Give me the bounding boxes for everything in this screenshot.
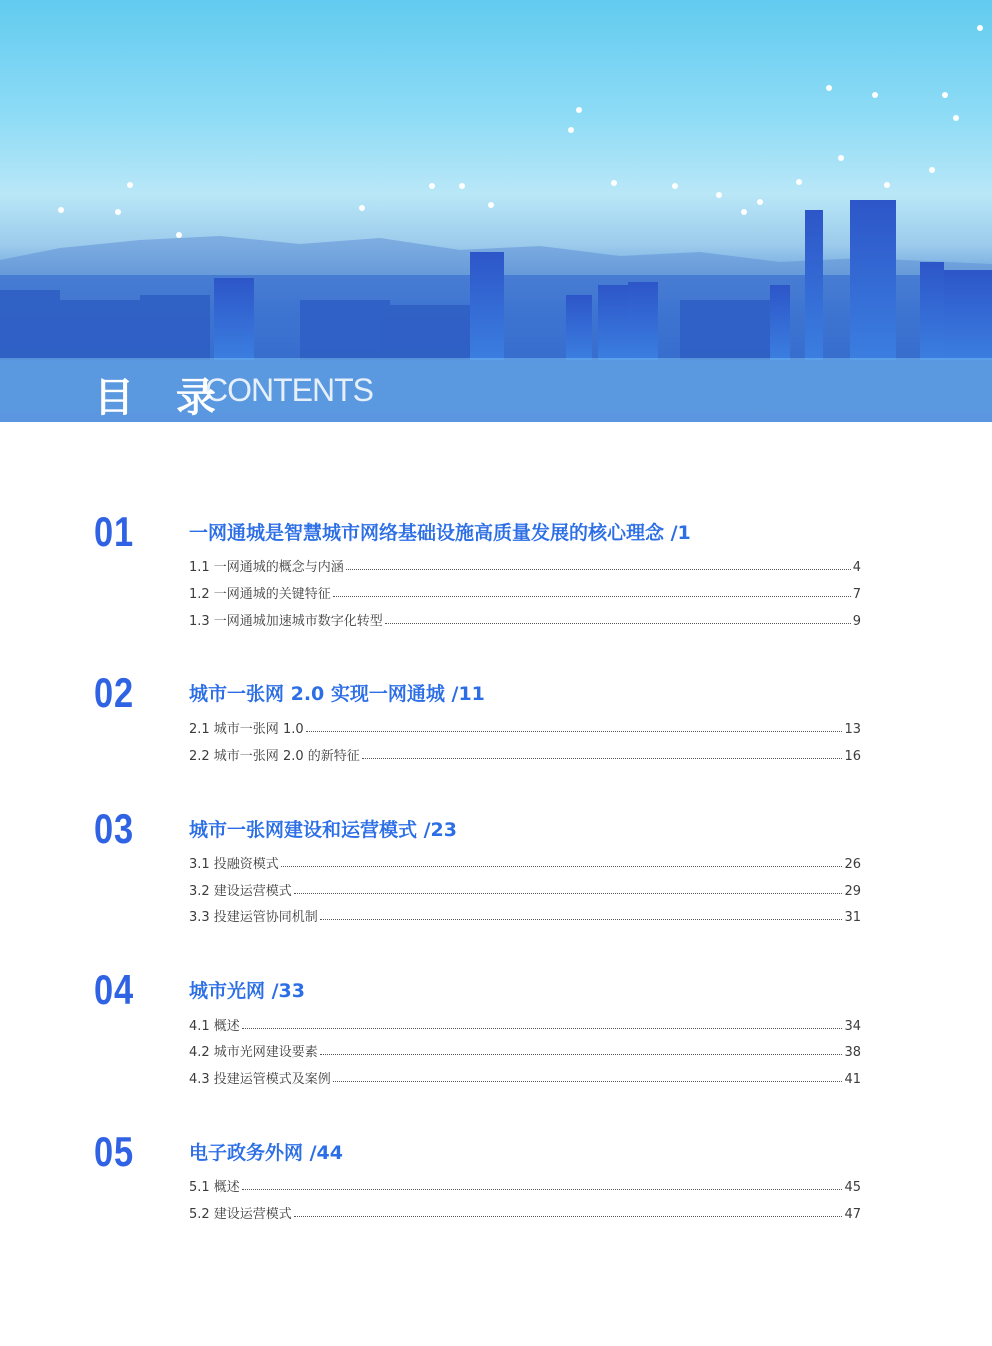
chapter-title[interactable]: 电子政务外网 /44 bbox=[189, 1142, 343, 1164]
entry-page: 26 bbox=[844, 857, 861, 872]
entry-page: 38 bbox=[844, 1045, 861, 1060]
toc-entry[interactable] bbox=[189, 1015, 861, 1033]
cover-banner bbox=[0, 0, 992, 422]
leader-dots bbox=[320, 1053, 843, 1055]
entry-page: 29 bbox=[844, 884, 861, 899]
chapter-number: 05 bbox=[94, 1128, 134, 1175]
chapter-title[interactable]: 一网通城是智慧城市网络基础设施高质量发展的核心理念 /1 bbox=[189, 522, 691, 544]
entry-label: 5.2 建设运营模式 bbox=[189, 1207, 292, 1222]
contents-title-cn: 目 录 bbox=[94, 375, 230, 421]
leader-dots bbox=[362, 757, 843, 759]
entry-label: 3.3 投建运管协同机制 bbox=[189, 910, 318, 925]
entry-page: 41 bbox=[844, 1072, 861, 1087]
entry-page: 31 bbox=[844, 910, 861, 925]
toc-entry[interactable] bbox=[189, 610, 861, 628]
entry-page: 4 bbox=[852, 560, 861, 575]
chapter-number: 02 bbox=[94, 669, 134, 716]
entry-page: 34 bbox=[844, 1019, 861, 1034]
leader-dots bbox=[281, 865, 843, 867]
entry-page: 45 bbox=[844, 1180, 861, 1195]
chapter-title[interactable]: 城市一张网 2.0 实现一网通城 /11 bbox=[189, 683, 485, 705]
leader-dots bbox=[242, 1027, 843, 1029]
entry-label: 1.3 一网通城加速城市数字化转型 bbox=[189, 614, 383, 629]
entry-page: 9 bbox=[852, 614, 861, 629]
leader-dots bbox=[385, 622, 851, 624]
toc-entry[interactable] bbox=[189, 1176, 861, 1194]
leader-dots bbox=[306, 730, 843, 732]
chapter-number: 01 bbox=[94, 508, 134, 555]
entry-label: 3.2 建设运营模式 bbox=[189, 884, 292, 899]
toc-entry[interactable] bbox=[189, 880, 861, 898]
entry-label: 4.1 概述 bbox=[189, 1019, 240, 1034]
entry-page: 16 bbox=[844, 749, 861, 764]
chapter-title[interactable]: 城市光网 /33 bbox=[189, 980, 305, 1002]
entry-label: 1.1 一网通城的概念与内涵 bbox=[189, 560, 344, 575]
toc-entry[interactable] bbox=[189, 583, 861, 601]
toc-entry[interactable] bbox=[189, 1068, 861, 1086]
toc-entry[interactable] bbox=[189, 556, 861, 574]
leader-dots bbox=[346, 568, 851, 570]
toc-entry[interactable] bbox=[189, 853, 861, 871]
contents-title-en: CONTENTS bbox=[205, 372, 373, 408]
entry-page: 7 bbox=[852, 587, 861, 602]
entry-label: 3.1 投融资模式 bbox=[189, 857, 279, 872]
entry-label: 4.2 城市光网建设要素 bbox=[189, 1045, 318, 1060]
toc-entry[interactable] bbox=[189, 718, 861, 736]
entry-label: 4.3 投建运管模式及案例 bbox=[189, 1072, 331, 1087]
leader-dots bbox=[294, 892, 843, 894]
leader-dots bbox=[333, 1080, 843, 1082]
entry-page: 47 bbox=[844, 1207, 861, 1222]
toc-entry[interactable] bbox=[189, 1203, 861, 1221]
chapter-number: 03 bbox=[94, 805, 134, 852]
entry-page: 13 bbox=[844, 722, 861, 737]
leader-dots bbox=[333, 595, 851, 597]
entry-label: 2.2 城市一张网 2.0 的新特征 bbox=[189, 749, 360, 764]
toc-entry[interactable] bbox=[189, 1041, 861, 1059]
entry-label: 2.1 城市一张网 1.0 bbox=[189, 722, 304, 737]
leader-dots bbox=[242, 1188, 843, 1190]
chapter-number: 04 bbox=[94, 966, 134, 1013]
entry-label: 5.1 概述 bbox=[189, 1180, 240, 1195]
entry-label: 1.2 一网通城的关键特征 bbox=[189, 587, 331, 602]
toc-entry[interactable] bbox=[189, 745, 861, 763]
leader-dots bbox=[320, 918, 843, 920]
leader-dots bbox=[294, 1215, 843, 1217]
chapter-title[interactable]: 城市一张网建设和运营模式 /23 bbox=[189, 819, 457, 841]
toc-entry[interactable] bbox=[189, 906, 861, 924]
